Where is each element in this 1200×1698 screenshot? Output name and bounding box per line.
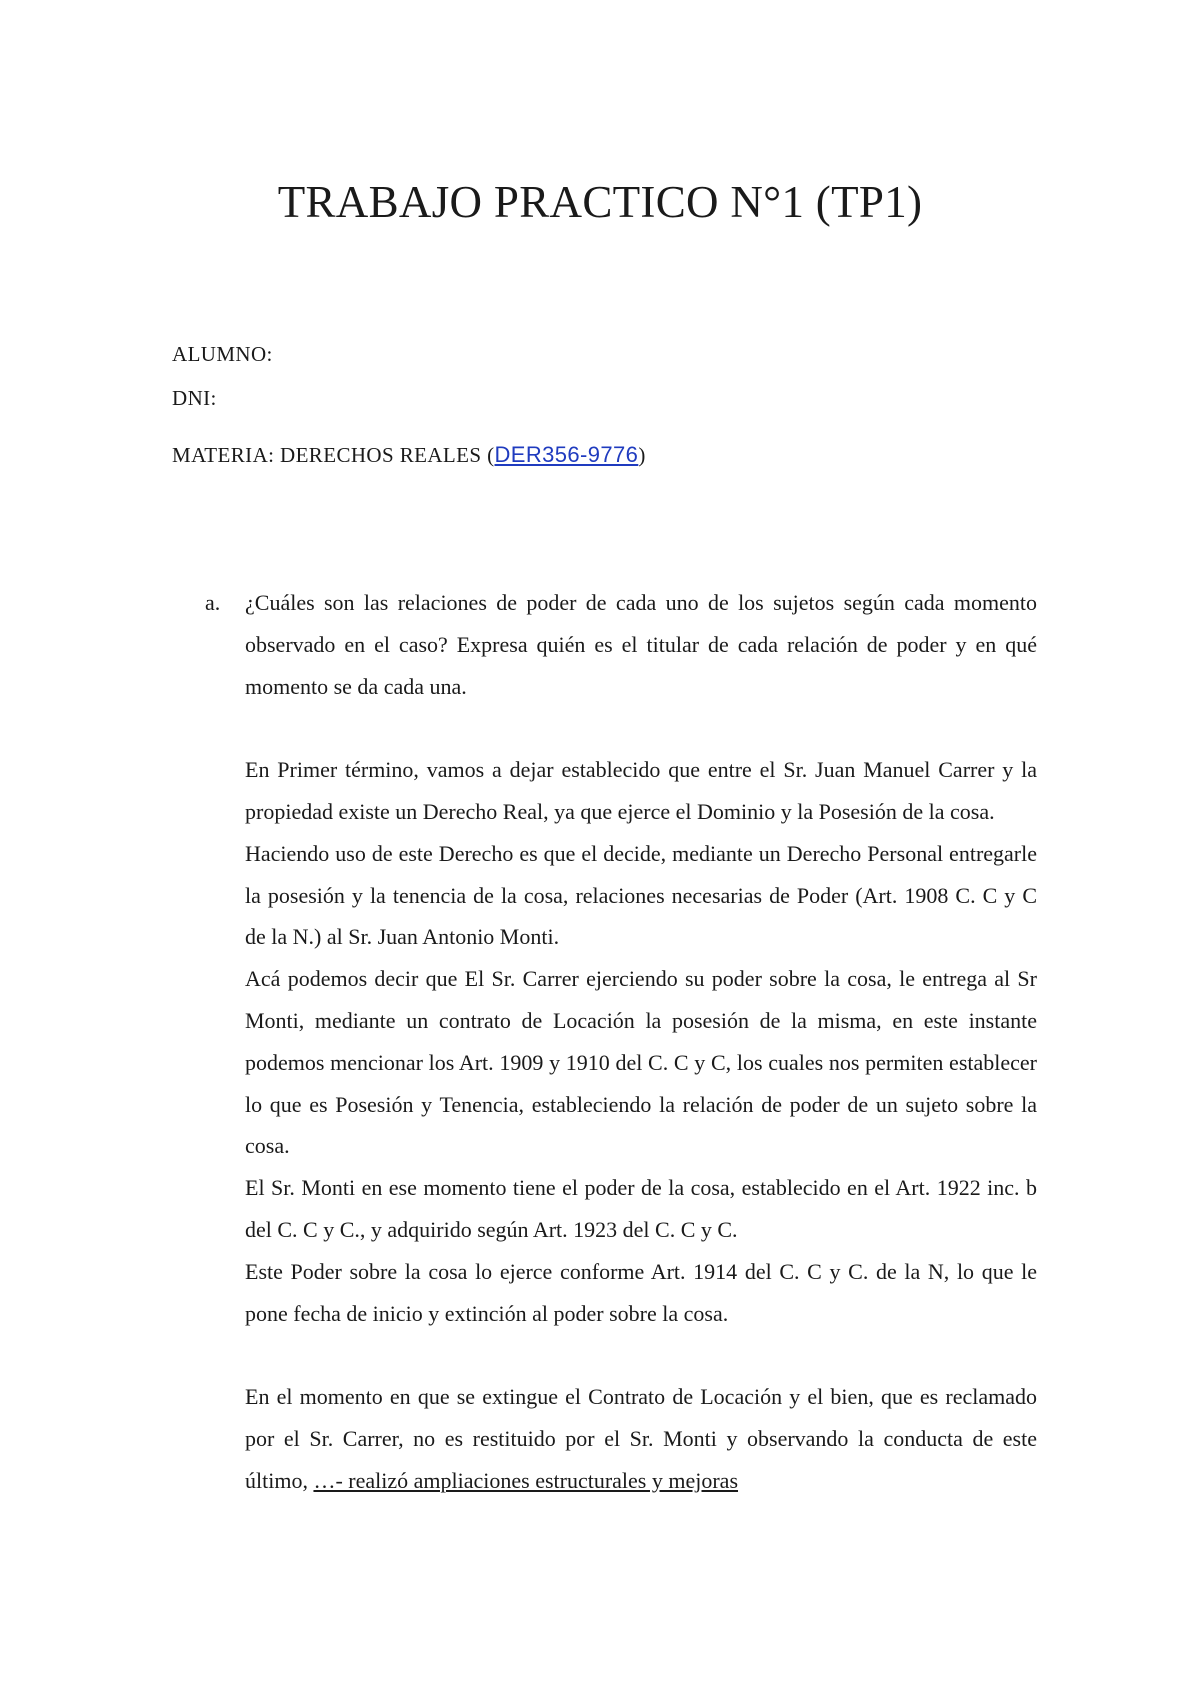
materia-suffix: ): [638, 443, 646, 467]
materia-prefix: MATERIA: DERECHOS REALES (: [172, 443, 495, 467]
answer-paragraph-2: Haciendo uso de este Derecho es que el decide, mediante un Derecho Personal entregarle la posesión y la tenencia de la cosa, relaciones necesarias de Poder (Art. 1908 C. C y C de la N.) al Sr. Juan Antonio Monti.: [245, 840, 1037, 950]
answer-paragraph-5: Este Poder sobre la cosa lo ejerce conforme Art. 1914 del C. C y C. de la N, lo que le pone fecha de inicio y extinción al poder sobre la cosa.: [245, 1258, 1037, 1326]
list-marker-a: a.: [205, 590, 221, 615]
answer-paragraph-3: Acá podemos decir que El Sr. Carrer ejerciendo su poder sobre la cosa, le entrega al Sr Monti, mediante un contrato de Locación la posesión de la misma, en este instante podemos mencionar los Art. 1909 y 1910 del C. C y C, los cuales nos permiten establecer lo que es Posesión y Tenencia, estableciendo la relación de poder de un sujeto sobre la cosa.: [245, 966, 1037, 1159]
answer-body: [245, 582, 1037, 1502]
question-text: ¿Cuáles son las relaciones de poder de cada uno de los sujetos según cada momento observado en el caso? Expresa quién es el titular de cada relación de poder y en qué momento se da cada una.: [245, 590, 1037, 699]
answer-paragraph-4: El Sr. Monti en ese momento tiene el poder de la cosa, establecido en el Art. 1922 inc. b del C. C y C., y adquirido según Art. 1923 del C. C y C.: [245, 1175, 1037, 1242]
final-paragraph-underlined: …- realizó ampliaciones estructurales y mejoras: [313, 1467, 739, 1493]
final-paragraph: [245, 1376, 1037, 1501]
final-paragraph-start: En el momento en que se extingue el Contrato de Locación y el bien, que es reclamado por el Sr. Carrer, no es restituido por el Sr. Monti y observando la conducta de este último,: [245, 1384, 1037, 1493]
document-title: TRABAJO PRACTICO N°1 (TP1): [277, 177, 923, 227]
materia-code-link[interactable]: DER356-9776: [494, 442, 639, 467]
answer-paragraph-1: En Primer término, vamos a dejar establecido que entre el Sr. Juan Manuel Carrer y la propiedad existe un Derecho Real, ya que ejerce el Dominio y la Posesión de la cosa.: [245, 757, 1037, 824]
paragraph-gap: [245, 1334, 1037, 1376]
dni-label: DNI:: [172, 386, 217, 410]
alumno-label: ALUMNO:: [172, 342, 273, 366]
materia-line: [172, 442, 646, 468]
paragraph-gap: [245, 707, 1037, 749]
